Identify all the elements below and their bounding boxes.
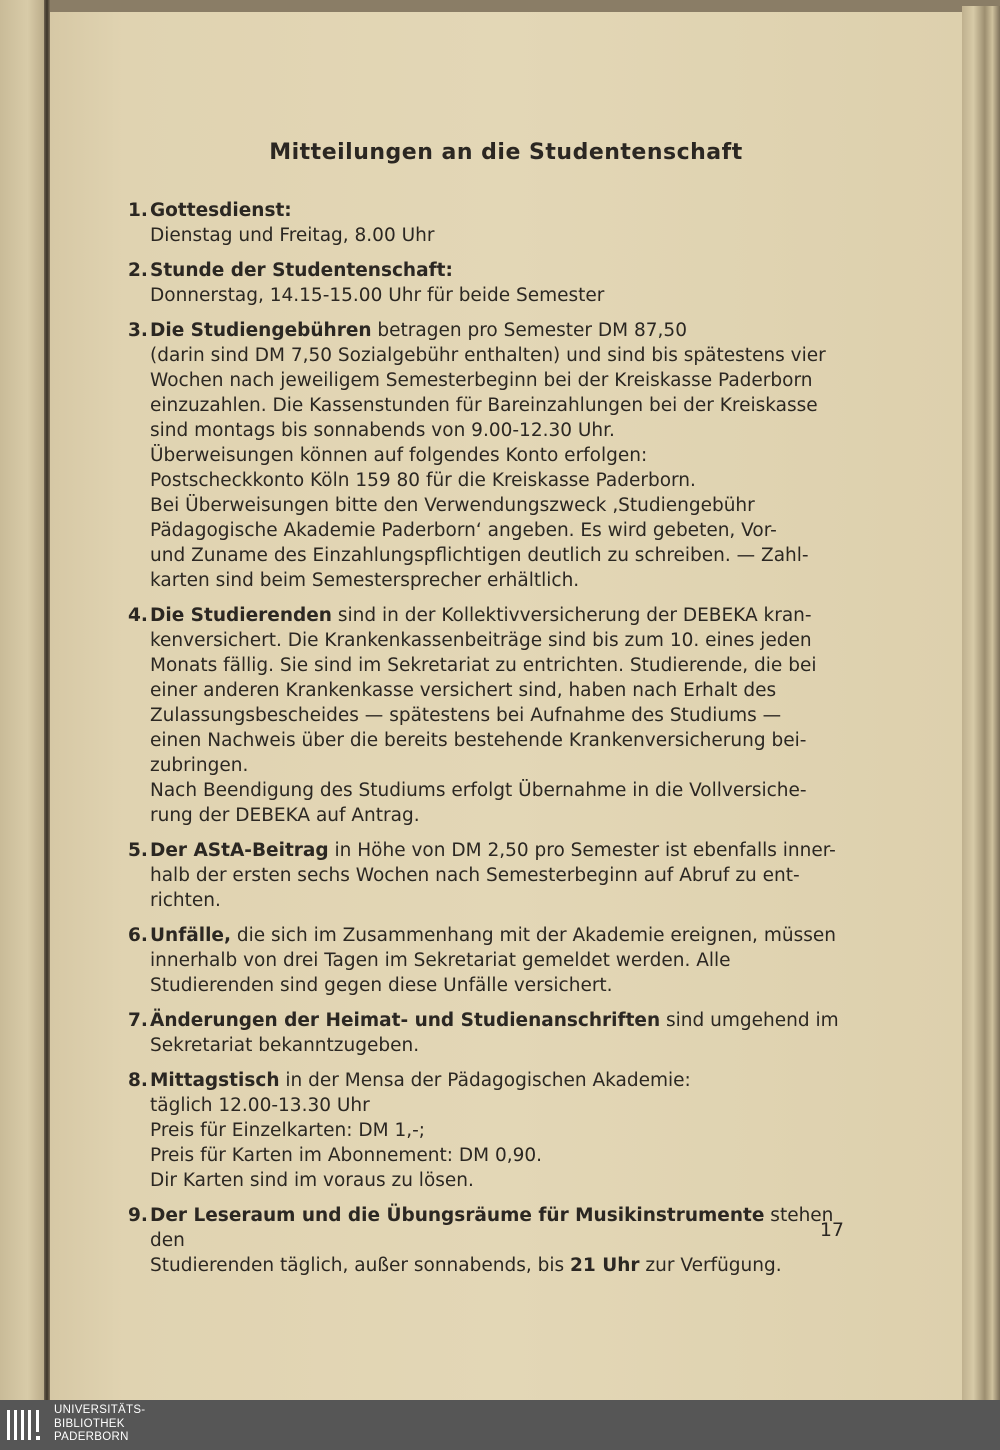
item-text: in der Mensa der Pädagogischen Akademie: (279, 1070, 691, 1091)
page-number: 17 (819, 1219, 844, 1241)
item-first-line (150, 258, 843, 283)
item-line: innerhalb von drei Tagen im Sekretariat gemeldet werden. Alle (150, 950, 731, 971)
item-heading: Der Leseraum und die Übungsräume für Musikinstrumente (150, 1205, 765, 1226)
item-line: Pädagogische Akademie Paderborn‘ angeben. Es wird gebeten, Vor- (150, 520, 777, 541)
item-number: 5. (128, 840, 148, 861)
item-heading: Änderungen der Heimat- und Studienanschriften (150, 1010, 661, 1031)
notice-item-4 (128, 603, 843, 828)
page-title: Mitteilungen an die Studentenschaft (269, 140, 743, 165)
item-text: stehen den (150, 1205, 834, 1251)
item-number: 6. (128, 925, 148, 946)
library-name (54, 1404, 145, 1445)
item-line: zubringen. (150, 755, 249, 776)
item-heading: Gottesdienst: (150, 200, 292, 221)
item-heading: Unfälle, (150, 925, 231, 946)
notice-item-7 (128, 1008, 843, 1058)
item-line: Zulassungsbescheides — spätestens bei Aufnahme des Studiums — (150, 705, 782, 726)
notice-item-6 (128, 923, 843, 998)
item-first-line (150, 1008, 843, 1033)
item-line: Preis für Karten im Abonnement: DM 0,90. (150, 1145, 543, 1166)
item-line: Dienstag und Freitag, 8.00 Uhr (150, 225, 435, 246)
item-text: sind in der Kollektivversicherung der DEBEKA kran- (331, 605, 812, 626)
library-name-line: PADERBORN (54, 1431, 129, 1443)
notice-item-5 (128, 838, 843, 913)
item-text: die sich im Zusammenhang mit der Akademie ereignen, müssen (230, 925, 836, 946)
item-first-line (150, 603, 843, 628)
item-heading: Stunde der Studentenschaft: (150, 260, 453, 281)
item-number: 2. (128, 260, 148, 281)
item-number: 4. (128, 605, 148, 626)
item-heading: Die Studiengebühren (150, 320, 372, 341)
item-line: täglich 12.00-13.30 Uhr (150, 1095, 370, 1116)
library-name-line: UNIVERSITÄTS- (54, 1404, 146, 1416)
item-line: Studierenden sind gegen diese Unfälle versichert. (150, 975, 613, 996)
item-text-part: zur Verfügung. (639, 1255, 782, 1276)
library-footer-bar (0, 1400, 1000, 1450)
item-line: halb der ersten sechs Wochen nach Semesterbeginn auf Abruf zu ent- (150, 865, 800, 886)
item-bold-time: 21 Uhr (570, 1255, 640, 1276)
item-number: 1. (128, 200, 148, 221)
right-page-edges (962, 6, 1000, 1400)
item-text: in Höhe von DM 2,50 pro Semester ist ebenfalls inner- (328, 840, 836, 861)
notice-item-3 (128, 318, 843, 593)
item-line: Bei Überweisungen bitte den Verwendungszweck ‚Studiengebühr (150, 495, 755, 516)
item-line: Monats fällig. Sie sind im Sekretariat zu entrichten. Studierende, die bei (150, 655, 817, 676)
item-line: kenversichert. Die Krankenkassenbeiträge sind bis zum 10. eines jeden (150, 630, 812, 651)
item-text: sind umgehend im (660, 1010, 839, 1031)
item-first-line (150, 1068, 843, 1093)
item-line: richten. (150, 890, 221, 911)
item-first-line (150, 923, 843, 948)
notice-item-8 (128, 1068, 843, 1193)
item-heading: Der AStA-Beitrag (150, 840, 329, 861)
notice-item-9 (128, 1203, 843, 1278)
item-line: sind montags bis sonnabends von 9.00-12.30 Uhr. (150, 420, 615, 441)
item-first-line (150, 198, 843, 223)
item-line: Wochen nach jeweiligem Semesterbeginn bei der Kreiskasse Paderborn (150, 370, 813, 391)
item-first-line (150, 838, 843, 863)
item-line: und Zuname des Einzahlungspflichtigen deutlich zu schreiben. — Zahl- (150, 545, 809, 566)
item-line: karten sind beim Semestersprecher erhältlich. (150, 570, 580, 591)
notice-list (128, 198, 843, 1288)
notice-item-2 (128, 258, 843, 308)
item-number: 9. (128, 1205, 148, 1226)
item-first-line (150, 1203, 843, 1253)
item-number: 7. (128, 1010, 148, 1031)
item-line: einzuzahlen. Die Kassenstunden für Bareinzahlungen bei der Kreiskasse (150, 395, 818, 416)
item-first-line (150, 318, 843, 343)
item-line: (darin sind DM 7,50 Sozialgebühr enthalten) und sind bis spätestens vier (150, 345, 826, 366)
left-page-edge (0, 0, 46, 1400)
item-line: Überweisungen können auf folgendes Konto erfolgen: (150, 445, 648, 466)
library-logo-icon (5, 1406, 47, 1444)
item-line: einer anderen Krankenkasse versichert sind, haben nach Erhalt des (150, 680, 777, 701)
item-line: Donnerstag, 14.15-15.00 Uhr für beide Semester (150, 285, 605, 306)
item-heading: Mittagstisch (150, 1070, 280, 1091)
notice-item-1 (128, 198, 843, 248)
item-text: betragen pro Semester DM 87,50 (371, 320, 687, 341)
item-line: Nach Beendigung des Studiums erfolgt Übernahme in die Vollversiche- (150, 780, 807, 801)
item-text-part: Studierenden täglich, außer sonnabends, bis (150, 1255, 571, 1276)
item-line: rung der DEBEKA auf Antrag. (150, 805, 420, 826)
item-line (150, 1253, 843, 1278)
item-line: Postscheckkonto Köln 159 80 für die Kreiskasse Paderborn. (150, 470, 696, 491)
item-number: 8. (128, 1070, 148, 1091)
document-page (50, 12, 962, 1400)
item-line: Preis für Einzelkarten: DM 1,-; (150, 1120, 426, 1141)
item-line: einen Nachweis über die bereits bestehende Krankenversicherung bei- (150, 730, 807, 751)
item-number: 3. (128, 320, 148, 341)
item-line: Sekretariat bekanntzugeben. (150, 1035, 420, 1056)
library-name-line: BIBLIOTHEK (54, 1417, 125, 1430)
item-line: Dir Karten sind im voraus zu lösen. (150, 1170, 474, 1191)
item-heading: Die Studierenden (150, 605, 332, 626)
